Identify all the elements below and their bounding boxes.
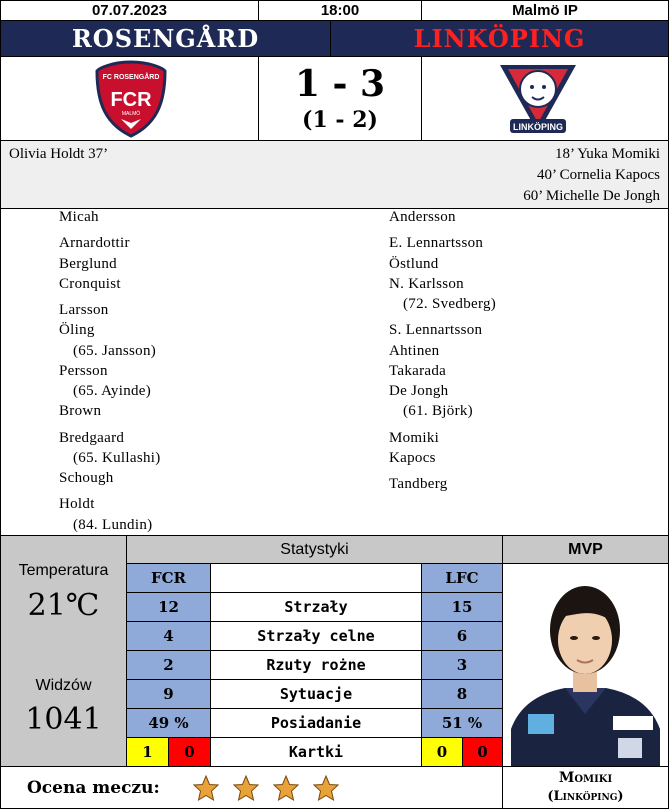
stat-home-value: 9: [126, 679, 211, 709]
stat-label: Posiadanie: [210, 708, 422, 738]
lineups-panel: [0, 208, 669, 536]
stats-header-spacer: [210, 563, 422, 593]
away-player: N. Karlsson: [389, 276, 464, 292]
home-substitute: (65. Ayinde): [73, 383, 152, 399]
stats-home-abbr: FCR: [126, 563, 211, 593]
home-player: Brown: [59, 403, 102, 419]
home-player: Holdt: [59, 496, 95, 512]
player-portrait-icon: [503, 564, 668, 766]
away-logo-cell: [421, 56, 669, 141]
away-red-cards: 0: [462, 737, 503, 767]
home-crest-top-text: FC ROSENGÅRD: [102, 74, 160, 81]
away-team-name: LINKÖPING: [330, 20, 669, 57]
scorers-panel: [0, 140, 669, 209]
mvp-photo: [502, 563, 669, 767]
stat-label: Kartki: [210, 737, 422, 767]
away-player: Momiki: [389, 430, 440, 446]
rating-panel: [0, 766, 503, 809]
mvp-name-panel: [502, 766, 669, 809]
home-substitute: (65. Kullashi): [73, 450, 161, 466]
stats-title: Statystyki: [126, 535, 503, 564]
home-yellow-cards: 1: [126, 737, 169, 767]
home-player: Schough: [59, 470, 114, 486]
home-substitute: (65. Jansson): [73, 343, 157, 359]
away-yellow-cards: 0: [421, 737, 463, 767]
home-red-cards: 0: [168, 737, 211, 767]
stat-away-value: 3: [421, 650, 503, 680]
match-date: 07.07.2023: [0, 0, 259, 21]
home-player: Öling: [59, 322, 95, 338]
away-club-crest-icon: [496, 59, 580, 139]
home-substitute: (84. Lundin): [73, 517, 153, 533]
star-icon: [233, 775, 259, 801]
away-substitute: (61. Björk): [403, 403, 473, 419]
match-time: 18:00: [258, 0, 422, 21]
attendance-value: 1041: [25, 702, 102, 737]
home-logo-cell: [0, 56, 259, 141]
away-scorer: 40’ Cornelia Kapocs: [536, 167, 660, 183]
away-player: Östlund: [389, 256, 439, 272]
home-crest-sub-text: MALMÖ: [121, 111, 141, 117]
stat-home-value: 2: [126, 650, 211, 680]
star-icon: [313, 775, 339, 801]
stat-label: Rzuty rożne: [210, 650, 422, 680]
rating-label: Ocena meczu:: [27, 778, 160, 798]
away-player: Tandberg: [389, 476, 448, 492]
stats-away-abbr: LFC: [421, 563, 503, 593]
attendance-label: Widzów: [35, 677, 92, 694]
stat-away-value: 6: [421, 621, 503, 651]
away-player: E. Lennartsson: [389, 235, 484, 251]
home-player: Persson: [59, 363, 108, 379]
temperature-label: Temperatura: [18, 562, 109, 579]
stat-away-value: 8: [421, 679, 503, 709]
conditions-panel: [0, 535, 127, 767]
stat-away-value: 51 %: [421, 708, 503, 738]
temperature-value: 21℃: [27, 588, 100, 623]
away-scorer: 18’ Yuka Momiki: [555, 146, 660, 162]
stat-home-value: 49 %: [126, 708, 211, 738]
away-scorer: 60’ Michelle De Jongh: [523, 188, 660, 204]
home-player: Berglund: [59, 256, 117, 272]
away-player: Kapocs: [389, 450, 436, 466]
star-icon: [193, 775, 219, 801]
halftime-score: (1 - 2): [302, 107, 378, 133]
away-crest-banner-text: LINKÖPING: [512, 122, 564, 132]
away-player: Andersson: [389, 209, 456, 225]
stat-label: Strzały celne: [210, 621, 422, 651]
home-scorer: Olivia Holdt 37’: [9, 146, 109, 162]
star-icon: [273, 775, 299, 801]
home-player: Arnardottir: [59, 235, 130, 251]
mvp-team: (Linköping): [547, 789, 624, 804]
home-club-crest-icon: [91, 59, 171, 139]
final-score: 1 - 3: [294, 63, 386, 105]
away-player: Takarada: [389, 363, 447, 379]
away-player: S. Lennartsson: [389, 322, 483, 338]
home-crest-main-text: FCR: [110, 89, 152, 111]
stat-away-value: 15: [421, 592, 503, 622]
home-player: Micah: [59, 209, 99, 225]
away-substitute: (72. Svedberg): [403, 296, 497, 312]
stat-home-value: 12: [126, 592, 211, 622]
home-player: Larsson: [59, 302, 109, 318]
stat-label: Strzały: [210, 592, 422, 622]
stat-home-value: 4: [126, 621, 211, 651]
away-player: Ahtinen: [389, 343, 440, 359]
match-venue: Malmö IP: [421, 0, 669, 21]
home-player: Bredgaard: [59, 430, 125, 446]
home-player: Cronquist: [59, 276, 121, 292]
stat-label: Sytuacje: [210, 679, 422, 709]
home-team-name: ROSENGÅRD: [0, 20, 331, 57]
away-player: De Jongh: [389, 383, 449, 399]
score-cell: [258, 56, 422, 141]
mvp-title: MVP: [502, 535, 669, 564]
mvp-name: Momiki: [558, 770, 613, 786]
